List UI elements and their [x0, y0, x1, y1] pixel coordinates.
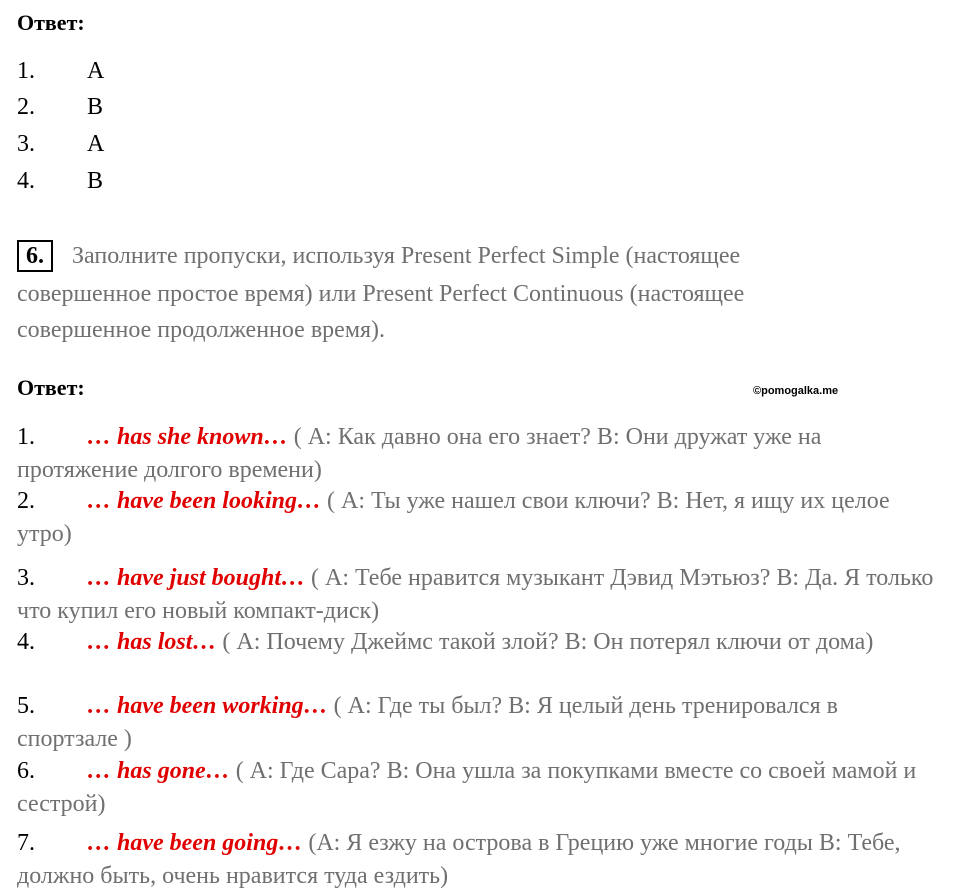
answer-number: 2. — [17, 94, 35, 120]
answer-phrase: … have been looking… — [87, 488, 321, 514]
answer-item — [17, 827, 942, 893]
answer-phrase: … have been working… — [87, 693, 328, 719]
answer-number: 3. — [17, 565, 35, 591]
answer-heading-2: Ответ: — [17, 375, 85, 400]
answer-number: 2. — [17, 488, 35, 514]
answer-translation: ( А: Тебе нравится музыкант Дэвид Мэтьюз? В: Да. Я только что купил его новый компакт-диск) — [17, 565, 934, 624]
answer-number: 3. — [17, 131, 35, 157]
answer-number: 6. — [17, 758, 35, 784]
answer-heading-1: Ответ: — [17, 10, 85, 35]
watermark: ©pomogalka.me — [753, 385, 839, 397]
task-instruction-line-2: совершенное простое время) или Present Perfect Continuous (настоящее — [17, 281, 745, 307]
answer-translation: ( А: Как давно она его знает? В: Они дружат уже на протяжение долгого времени) — [17, 424, 822, 483]
answer-number: 4. — [17, 629, 35, 655]
task-instruction-line-1: Заполните пропуски, используя Present Perfect Simple (настоящее — [72, 243, 741, 269]
task-instruction-line-3: совершенное продолженное время). — [17, 317, 386, 343]
answer-item — [17, 485, 942, 551]
answer-item — [17, 690, 942, 756]
answer-item — [17, 626, 942, 659]
answer-phrase: … has gone… — [87, 758, 230, 784]
answer-number: 5. — [17, 693, 35, 719]
answer-phrase: … have just bought… — [87, 565, 306, 591]
answer-item — [17, 421, 942, 487]
answer-letter: B — [87, 168, 104, 194]
answer-phrase: … has she known… — [87, 424, 288, 450]
answer-phrase: … has lost… — [87, 629, 217, 655]
answer-item — [17, 562, 942, 628]
answer-translation: ( А: Где Сара? В: Она ушла за покупками вместе со своей мамой и сестрой) — [17, 758, 917, 817]
answer-translation: ( А: Ты уже нашел свои ключи? В: Нет, я ищу их целое утро) — [17, 488, 890, 547]
answer-translation: ( А: Почему Джеймс такой злой? В: Он потерял ключи от дома) — [216, 629, 874, 655]
answer-item — [17, 755, 942, 821]
answer-number: 7. — [17, 830, 35, 856]
answer-number: 1. — [17, 424, 35, 450]
answer-translation: ( А: Где ты был? В: Я целый день тренировался в спортзале ) — [17, 693, 838, 752]
answer-translation: (А: Я езжу на острова в Грецию уже многие годы В: Тебе, должно быть, очень нравится туда ездить) — [17, 830, 901, 889]
answer-letter: B — [87, 94, 104, 120]
answer-number: 1. — [17, 58, 35, 84]
answer-letter: A — [87, 131, 105, 157]
task-number-box: 6. — [17, 240, 53, 272]
answer-phrase: … have been going… — [87, 830, 303, 856]
answer-number: 4. — [17, 168, 35, 194]
answer-letter: A — [87, 58, 105, 84]
